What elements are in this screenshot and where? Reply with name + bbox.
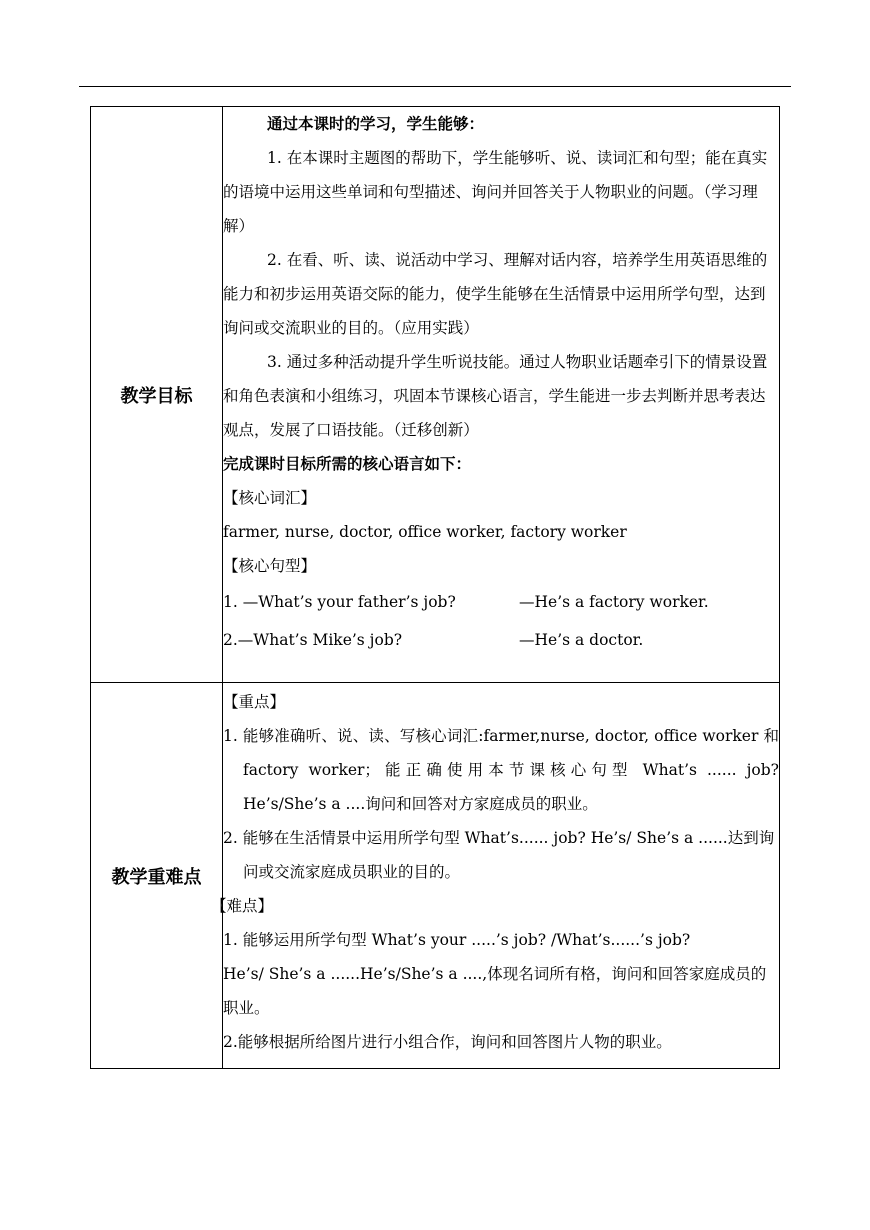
objectives-label: 教学目标 bbox=[91, 107, 223, 683]
objectives-intro: 通过本课时的学习，学生能够： bbox=[267, 114, 485, 133]
focus-heading: 【重点】 bbox=[223, 693, 286, 711]
sentence-question-2: 2.—What’s Mike’s job? bbox=[223, 631, 403, 649]
key-points-content bbox=[211, 683, 780, 1069]
focus-item-1: 1. 能够准确听、说、读、写核心词汇:farmer,nurse, doctor, office worker 和 factory worker；能正确使用本节课核心句型 What’s ...... job? He’s/She’s a ....询问和回答对方家庭成员的职业。 bbox=[223, 727, 779, 813]
focus-item-2: 2. 能够在生活情景中运用所学句型 What’s...... job? He’s/ She’s a ......达到询问或交流家庭成员职业的目的。 bbox=[223, 829, 775, 881]
difficult-item-1-cont: He’s/ She’s a ......He’s/She’s a ....,体现名词所有格，询问和回答家庭成员的职业。 bbox=[223, 965, 767, 1017]
objective-item-1: 1. 在本课时主题图的帮助下，学生能够听、说、读词汇和句型；能在真实的语境中运用这些单词和句型描述、询问并回答关于人物职业的问题。（学习理解） bbox=[223, 149, 768, 235]
sentence-pair-2 bbox=[223, 621, 779, 659]
sentence-answer-2: —He’s a doctor. bbox=[519, 631, 644, 649]
sentence-answer-1: —He’s a factory worker. bbox=[519, 593, 709, 611]
key-points-row bbox=[91, 683, 780, 1069]
objectives-row bbox=[91, 107, 780, 683]
core-vocab-list: farmer, nurse, doctor, office worker, factory worker bbox=[223, 523, 627, 541]
objectives-content bbox=[223, 107, 780, 683]
core-vocab-heading: 【核心词汇】 bbox=[223, 489, 317, 507]
sentence-question-1: 1. —What’s your father’s job? bbox=[223, 593, 456, 611]
difficult-item-1: 1. 能够运用所学句型 What’s your .....’s job? /What’s......’s job? bbox=[223, 931, 691, 949]
objective-item-2: 2. 在看、听、读、说活动中学习、理解对话内容，培养学生用英语思维的能力和初步运用英语交际的能力，使学生能够在生活情景中运用所学句型，达到询问或交流职业的目的。（应用实践） bbox=[223, 251, 768, 337]
lesson-plan-table bbox=[90, 106, 780, 1069]
core-language-title: 完成课时目标所需的核心语言如下： bbox=[223, 454, 472, 473]
difficult-item-2: 2.能够根据所给图片进行小组合作，询问和回答图片人物的职业。 bbox=[223, 1033, 672, 1051]
key-points-label: 教学重难点 bbox=[91, 683, 223, 1069]
objective-item-3: 3. 通过多种活动提升学生听说技能。通过人物职业话题牵引下的情景设置和角色表演和小组练习，巩固本节课核心语言，学生能进一步去判断并思考表达观点，发展了口语技能。（迁移创新） bbox=[223, 353, 768, 439]
core-sentence-heading: 【核心句型】 bbox=[223, 557, 317, 575]
sentence-pair-1 bbox=[223, 583, 779, 621]
difficult-heading: 【难点】 bbox=[211, 897, 274, 915]
header-rule bbox=[79, 86, 791, 87]
